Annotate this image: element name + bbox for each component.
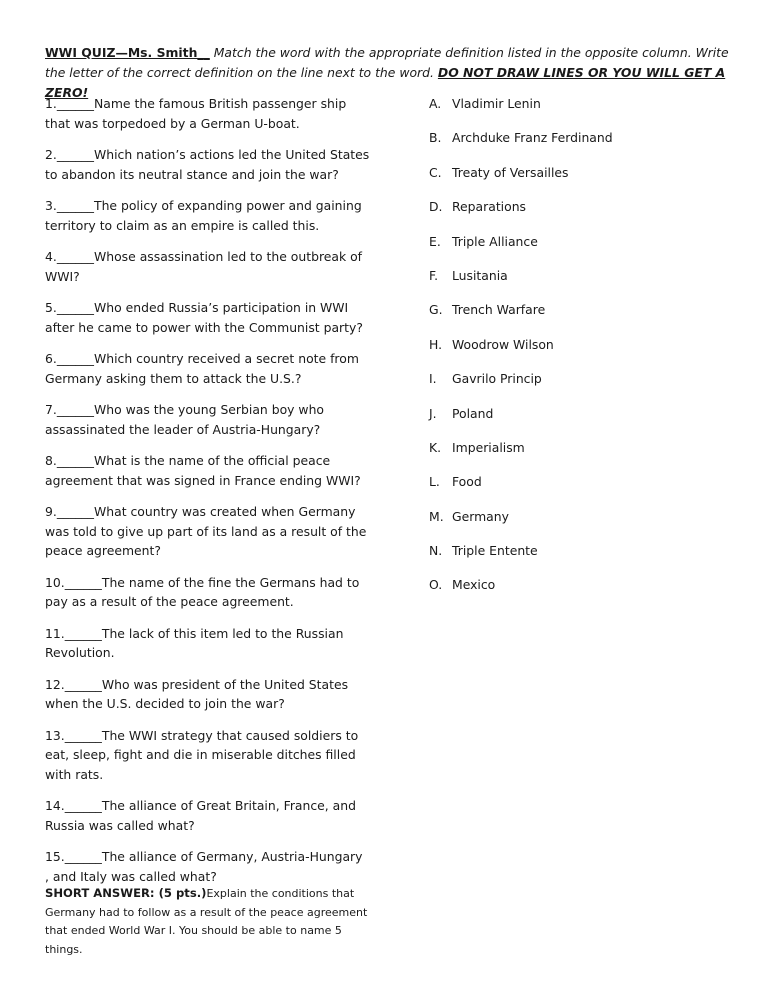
answer-blank[interactable]: 14.______ (45, 798, 102, 813)
question-item (45, 624, 370, 663)
answer-blank[interactable]: 5.______ (45, 300, 94, 315)
answer-choice (429, 197, 729, 216)
question-item (45, 573, 370, 612)
choice-text: Woodrow Wilson (452, 336, 554, 352)
answer-blank[interactable]: 3.______ (45, 198, 94, 213)
choice-text: Food (452, 474, 482, 490)
answer-choice (429, 94, 729, 113)
question-item (45, 451, 370, 490)
answer-blank[interactable]: 12.______ (45, 676, 102, 692)
answer-choice (429, 541, 729, 560)
choice-text: Archduke Franz Ferdinand (452, 130, 613, 146)
question-text: Who was president of the United States when the U.S. decided to join the war? (45, 676, 349, 711)
choice-letter: C. (429, 164, 442, 180)
answer-choice (429, 438, 729, 457)
answer-choice (429, 404, 729, 423)
question-text: Who was the young Serbian boy who assassinated the leader of Austria-Hungary? (45, 402, 325, 437)
answer-choice (429, 575, 729, 594)
answer-choice (429, 266, 729, 285)
choice-text: Poland (452, 405, 494, 421)
quiz-instructions: Match the word with the appropriate definition listed in the opposite column. Write the letter of the correct definition on the line next to the word. (45, 45, 729, 80)
choice-letter: O. (429, 577, 443, 593)
answer-blank[interactable]: 10.______ (45, 574, 102, 590)
choice-text: Trench Warfare (452, 302, 546, 318)
answer-blank[interactable]: 6.______ (45, 351, 94, 366)
question-item (45, 145, 370, 184)
question-item (45, 847, 370, 886)
short-answer-label: SHORT ANSWER: (5 pts.) (45, 886, 207, 900)
question-text: Name the famous British passenger ship that was torpedoed by a German U-boat. (45, 96, 347, 131)
question-text: The WWI strategy that caused soldiers to eat, sleep, fight and die in miserable ditches filled with rats. (45, 727, 359, 782)
choice-letter: N. (429, 543, 443, 559)
choice-text: Germany (452, 508, 509, 524)
answer-blank[interactable]: 9.______ (45, 504, 94, 519)
choice-letter: G. (429, 302, 443, 318)
answer-choice (429, 369, 729, 388)
quiz-title: WWI QUIZ—Ms. Smith__ (45, 45, 210, 60)
answer-choice (429, 232, 729, 251)
choice-letter: A. (429, 96, 442, 111)
question-text: The alliance of Great Britain, France, and Russia was called what? (45, 798, 356, 833)
choice-text: Triple Alliance (452, 233, 538, 249)
question-text: What is the name of the official peace agreement that was signed in France ending WWI? (45, 453, 361, 488)
question-item (45, 196, 370, 235)
choice-letter: I. (429, 371, 437, 387)
question-item (45, 247, 370, 286)
short-answer-section (45, 884, 370, 959)
question-item (45, 502, 370, 561)
choice-text: Triple Entente (452, 543, 538, 559)
answer-choice (429, 128, 729, 147)
short-answer-prompt: Explain the conditions that Germany had to follow as a result of the peace agreement that ended World War I. You should be able to name 5 things. (45, 887, 368, 956)
question-text: Which nation’s actions led the United States to abandon its neutral stance and join the war? (45, 147, 370, 182)
quiz-warning: DO NOT DRAW LINES OR YOU WILL GET A ZERO! (45, 65, 726, 100)
question-text: The policy of expanding power and gaining territory to claim as an empire is called this. (45, 198, 362, 233)
question-text: Who ended Russia’s participation in WWI after he came to power with the Communist party? (45, 300, 363, 335)
choice-letter: E. (429, 233, 441, 249)
question-item (45, 400, 370, 439)
answer-choice (429, 335, 729, 354)
question-text: Whose assassination led to the outbreak of WWI? (45, 249, 363, 284)
question-item (45, 726, 370, 785)
choice-letter: H. (429, 336, 443, 352)
choice-text: Lusitania (452, 267, 508, 283)
answer-blank[interactable]: 11.______ (45, 625, 102, 641)
question-text: The alliance of Germany, Austria-Hungary , and Italy was called what? (45, 849, 363, 884)
answer-blank[interactable]: 7.______ (45, 402, 94, 417)
choice-letter: F. (429, 267, 439, 283)
answer-choice (429, 507, 729, 526)
answer-blank[interactable]: 8.______ (45, 453, 94, 468)
choice-letter: B. (429, 130, 442, 146)
choice-letter: D. (429, 199, 443, 215)
answer-choices (429, 94, 729, 610)
question-text: What country was created when Germany was told to give up part of its land as a result of the peace agreement? (45, 504, 367, 558)
choice-letter: K. (429, 439, 442, 455)
question-item (45, 298, 370, 337)
answer-blank[interactable]: 13.______ (45, 727, 102, 743)
answer-blank[interactable]: 1.______ (45, 96, 94, 111)
answer-choice (429, 300, 729, 319)
answer-choice (429, 163, 729, 182)
choice-letter: M. (429, 508, 444, 524)
question-text: Which country received a secret note from Germany asking them to attack the U.S.? (45, 351, 359, 386)
choice-text: Mexico (452, 577, 496, 593)
answer-blank[interactable]: 2.______ (45, 147, 94, 162)
question-item (45, 796, 370, 835)
choice-text: Imperialism (452, 439, 525, 455)
choice-letter: L. (429, 474, 440, 490)
question-text: The name of the fine the Germans had to pay as a result of the peace agreement. (45, 574, 360, 609)
choice-text: Reparations (452, 199, 527, 215)
question-list (45, 94, 370, 898)
choice-letter: J. (429, 405, 437, 421)
answer-blank[interactable]: 15.______ (45, 849, 102, 864)
choice-text: Gavrilo Princip (452, 371, 542, 387)
answer-blank[interactable]: 4.______ (45, 249, 94, 264)
question-item (45, 94, 370, 133)
choice-text: Treaty of Versailles (452, 164, 569, 180)
question-text: The lack of this item led to the Russian Revolution. (45, 625, 344, 660)
question-item (45, 675, 370, 714)
answer-choice (429, 472, 729, 491)
choice-text: Vladimir Lenin (452, 96, 541, 111)
question-item (45, 349, 370, 388)
